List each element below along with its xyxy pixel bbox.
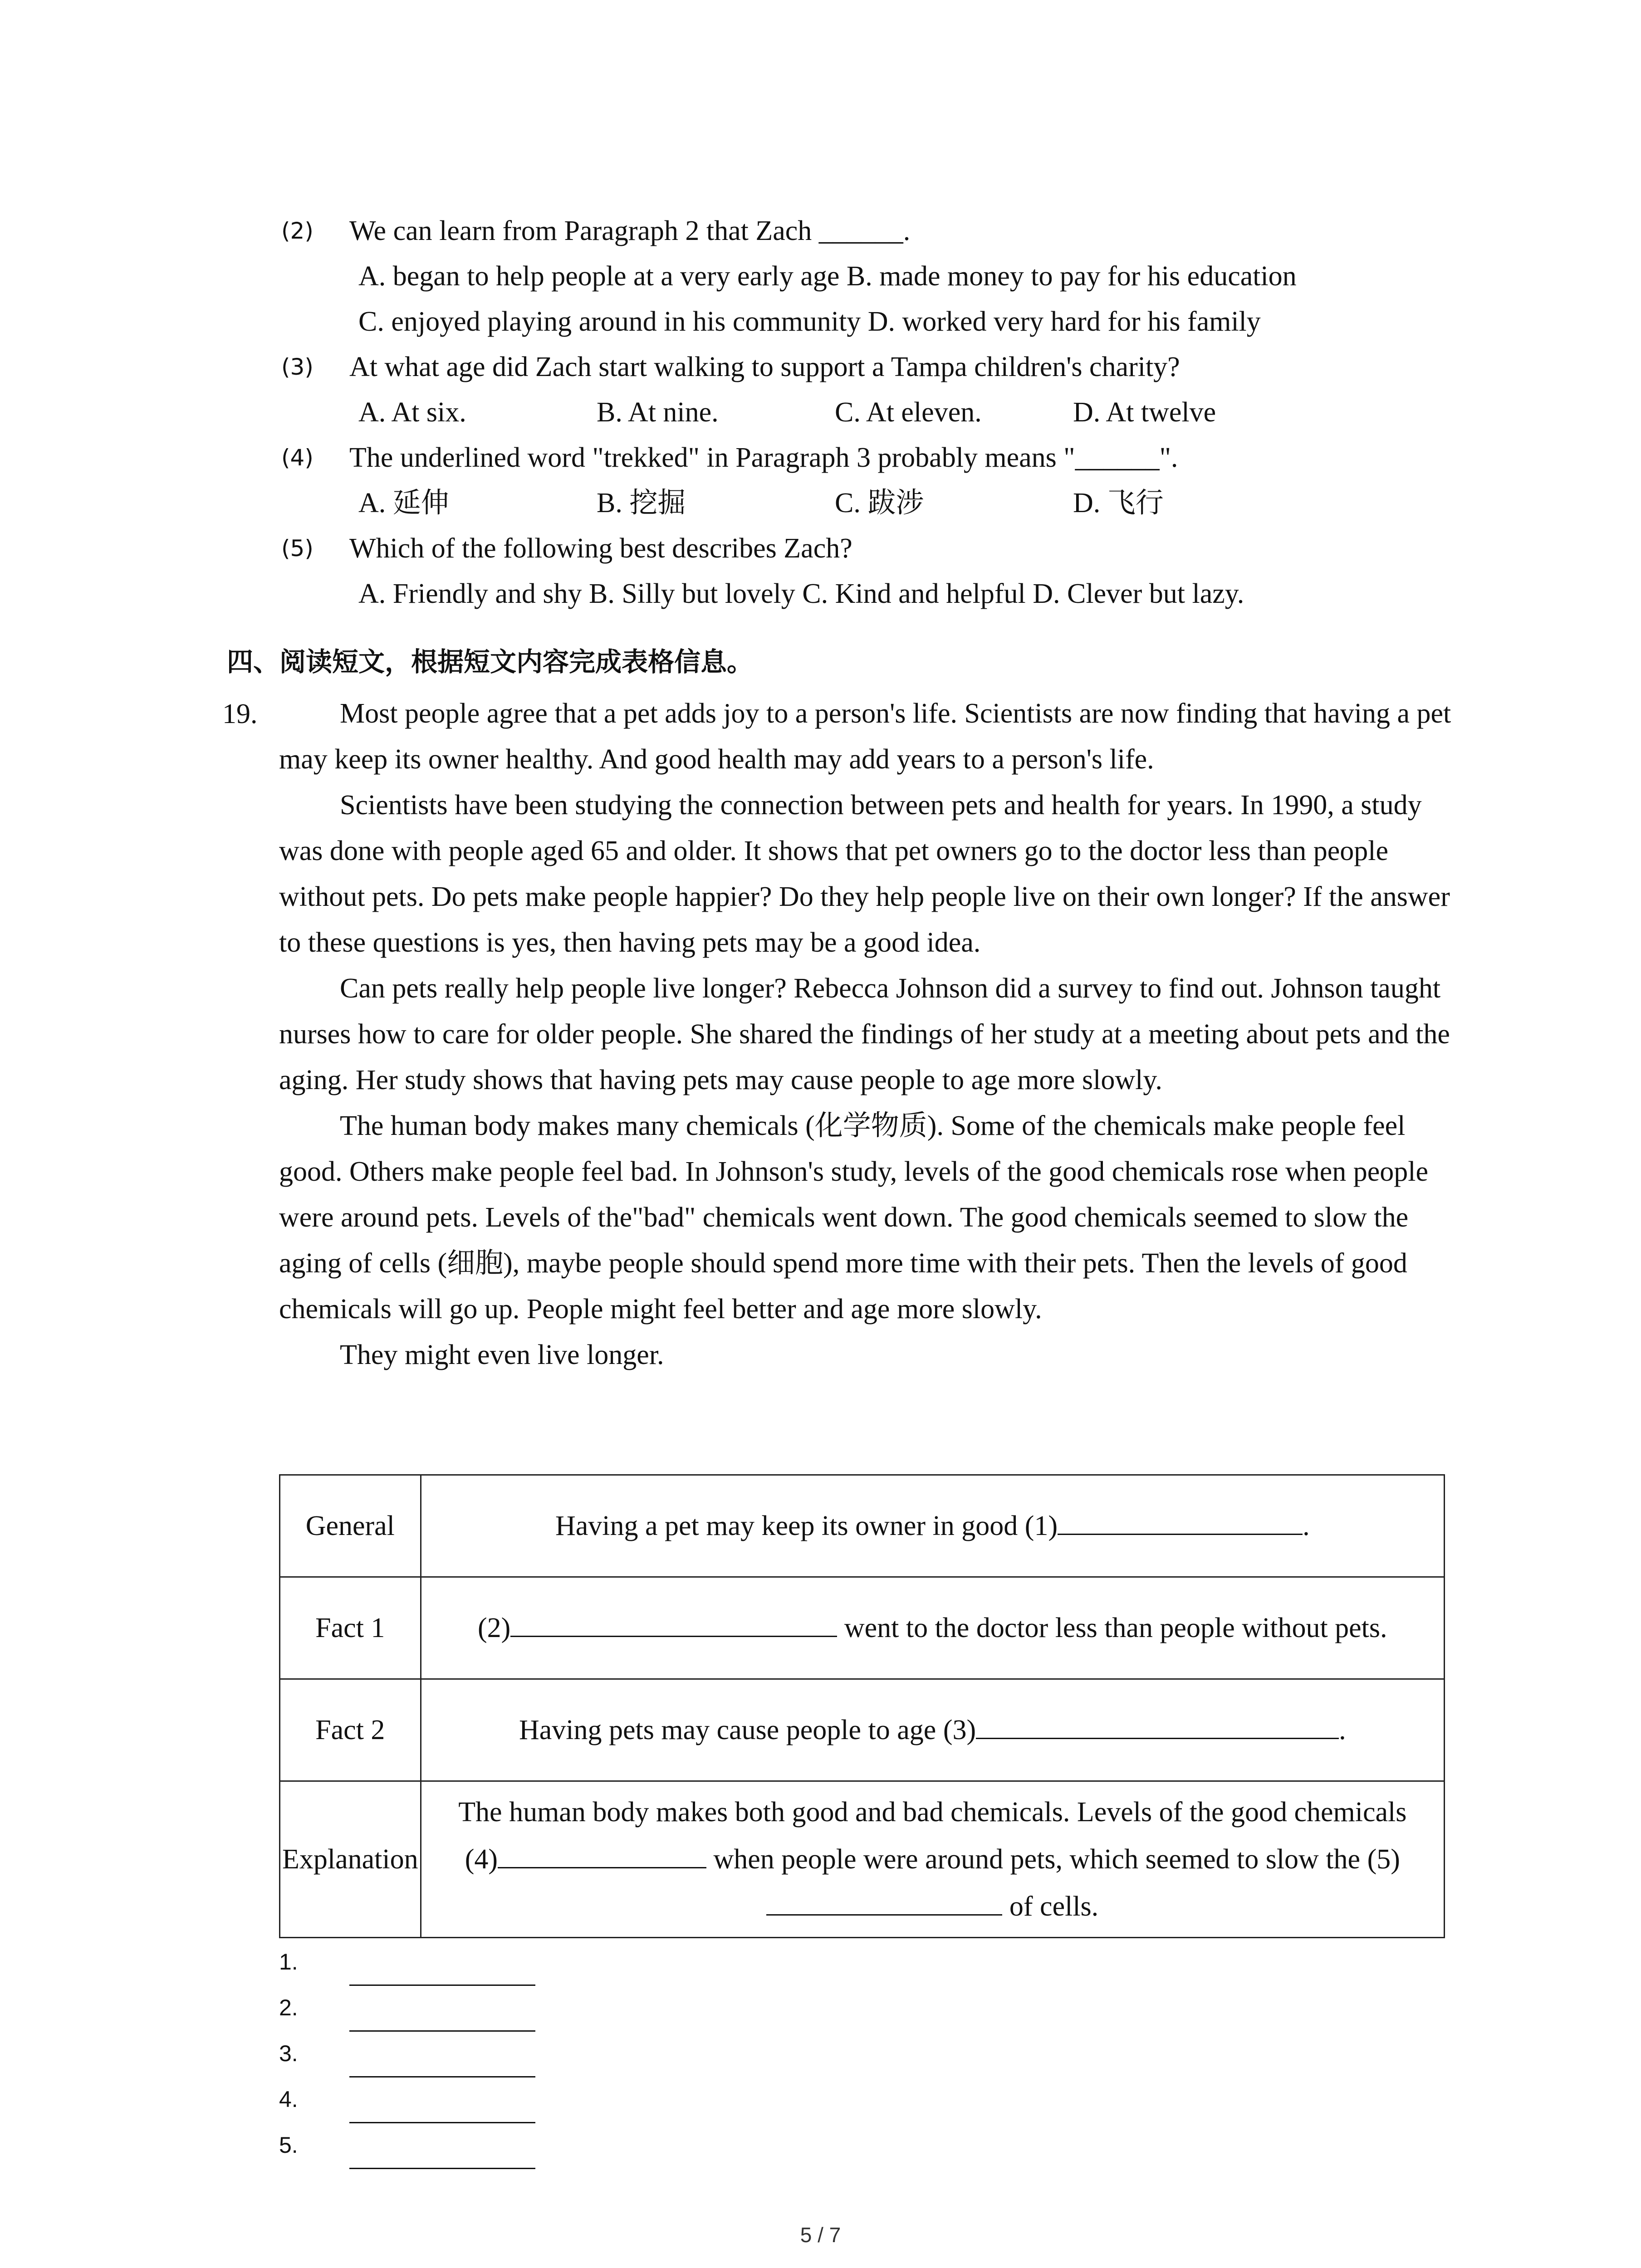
- answer-blank-3[interactable]: [976, 1711, 1339, 1739]
- answer-blank-4[interactable]: [498, 1840, 706, 1868]
- table-row: [280, 1577, 1445, 1679]
- row-content: [421, 1475, 1444, 1577]
- option-a: A. 延伸: [358, 488, 449, 518]
- row-text: Having a pet may keep its owner in good (1): [555, 1510, 1058, 1541]
- table-row: [280, 1475, 1445, 1577]
- answer-number: 1.: [279, 1949, 298, 1975]
- question-stem: The underlined word "trekked" in Paragraph 3 probably means "______".: [349, 442, 1178, 473]
- question-number: (2): [281, 218, 314, 244]
- row-content: [421, 1679, 1444, 1781]
- answer-line-4[interactable]: [349, 2121, 535, 2123]
- answer-blank-5[interactable]: [766, 1887, 1002, 1916]
- passage-paragraph-1: Most people agree that a pet adds joy to a person's life. Scientists are now finding that having a pet may keep its owner healthy. And good health may add years to a person's life.: [279, 698, 1451, 775]
- option-row: A. began to help people at a very early age B. made money to pay for his education: [358, 261, 1297, 292]
- answer-line-3[interactable]: [349, 2075, 535, 2077]
- question-number: (5): [281, 535, 314, 562]
- table-row: [280, 1679, 1445, 1781]
- question-number: (4): [281, 445, 314, 471]
- passage: [279, 691, 1459, 1378]
- option-b: B. 挖掘: [597, 488, 686, 518]
- option-row: C. enjoyed playing around in his community D. worked very hard for his family: [358, 306, 1261, 337]
- option-row: A. Friendly and shy B. Silly but lovely C. Kind and helpful D. Clever but lazy.: [358, 578, 1244, 609]
- passage-number: 19.: [222, 699, 258, 729]
- option-b: B. At nine.: [597, 397, 719, 428]
- row-label: Fact 2: [280, 1679, 421, 1781]
- row-text: The human body makes both good and bad chemicals. Levels of the good chemicals: [458, 1797, 1407, 1828]
- question-number: (3): [281, 354, 314, 380]
- answer-blank-2[interactable]: [510, 1608, 837, 1637]
- question-stem: We can learn from Paragraph 2 that Zach ______.: [349, 215, 911, 246]
- passage-paragraph-5: They might even live longer.: [340, 1339, 664, 1370]
- answer-number: 3.: [279, 2041, 298, 2066]
- answer-line-2[interactable]: [349, 2029, 535, 2032]
- row-text: .: [1339, 1715, 1346, 1745]
- table-row: [280, 1781, 1445, 1938]
- row-content: [421, 1577, 1444, 1679]
- option-a: A. At six.: [358, 397, 466, 428]
- answer-number: 4.: [279, 2087, 298, 2112]
- passage-paragraph-2: Scientists have been studying the connection between pets and health for years. In 1990, a study was done with people aged 65 and older. It shows that pet owners go to the doctor less than people without pets. Do pets make people happier? Do they help people live on their own longer? If the answer to these questions is yes, then having pets may be a good idea.: [279, 790, 1450, 958]
- answer-blank-1[interactable]: [1058, 1506, 1303, 1535]
- answer-number: 2.: [279, 1995, 298, 2020]
- option-c: C. 跋涉: [835, 488, 924, 518]
- question-stem: Which of the following best describes Zach?: [349, 533, 852, 564]
- row-label: Explanation: [280, 1781, 421, 1938]
- section-heading: 四、阅读短文，根据短文内容完成表格信息。: [227, 646, 754, 677]
- row-text: Having pets may cause people to age (3): [519, 1715, 976, 1745]
- row-text: of cells.: [1002, 1891, 1099, 1922]
- row-content: [421, 1781, 1444, 1938]
- answer-line-1[interactable]: [349, 1983, 535, 1986]
- row-label: Fact 1: [280, 1577, 421, 1679]
- option-d: D. At twelve: [1073, 397, 1216, 428]
- question-stem: At what age did Zach start walking to support a Tampa children's charity?: [349, 352, 1180, 382]
- passage-paragraph-4: The human body makes many chemicals (化学物质). Some of the chemicals make people feel good. Others make people feel bad. In Johnson's study, levels of the good chemicals rose when people were around pets. Levels of the"bad" chemicals went down. The good chemicals seemed to slow the aging of cells (细胞), maybe people should spend more time with their pets. Then the levels of good chemicals will go up. People might feel better and age more slowly.: [279, 1110, 1429, 1325]
- row-text: when people were around pets, which seemed to slow the (5): [706, 1844, 1400, 1875]
- row-label: General: [280, 1475, 421, 1577]
- row-text: went to the doctor less than people without pets.: [837, 1613, 1387, 1643]
- row-text: (4): [465, 1844, 498, 1875]
- row-text: .: [1303, 1510, 1310, 1541]
- option-c: C. At eleven.: [835, 397, 982, 428]
- answer-line-5[interactable]: [349, 2166, 535, 2169]
- page-number: 5 / 7: [800, 2223, 841, 2247]
- row-text: (2): [478, 1613, 511, 1643]
- info-table: [279, 1474, 1445, 1938]
- option-d: D. 飞行: [1073, 488, 1164, 518]
- passage-paragraph-3: Can pets really help people live longer? Rebecca Johnson did a survey to find out. Johnson taught nurses how to care for older people. She shared the findings of her study at a meeting about pets and the aging. Her study shows that having pets may cause people to age more slowly.: [279, 973, 1450, 1095]
- answer-number: 5.: [279, 2132, 298, 2158]
